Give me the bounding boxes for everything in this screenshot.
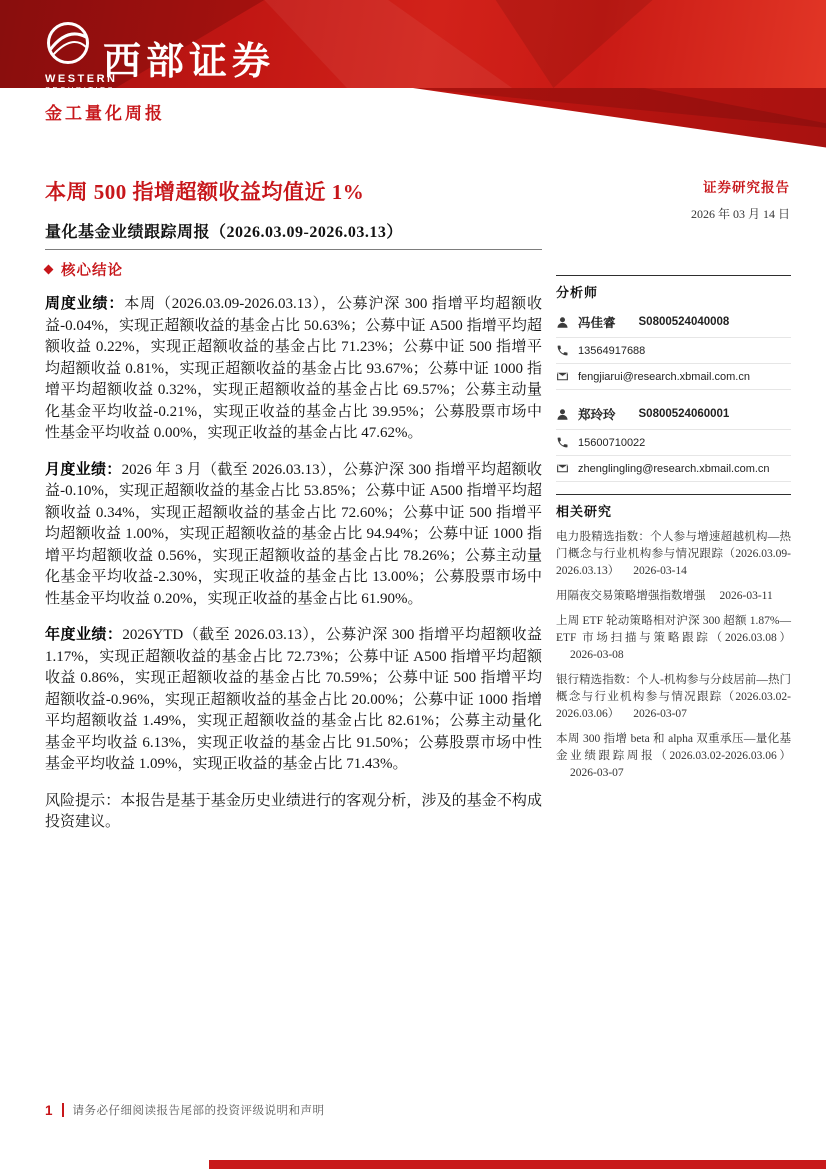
paragraph-lead: 月度业绩： [45,461,122,478]
bottom-red-bar [209,1160,826,1169]
analyst-cert-number: S0800524040008 [638,316,730,328]
analyst-name: 冯佳睿 [578,316,616,330]
analyst-card [556,307,791,390]
analyst-email: zhenglingling@research.xbmail.com.cn [578,462,770,475]
paragraph-lead: 年度业绩： [45,627,123,643]
analyst-phone: 15600710022 [578,436,646,449]
related-research-item [556,731,791,782]
analyst-phone: 13564917688 [578,344,646,357]
email-icon [556,462,569,475]
related-item-title: 本周 300 指增 beta 和 alpha 双重承压—量化基金业绩跟踪周报（2026.03.02-2026.03.06） [556,733,791,762]
phone-icon [556,436,569,449]
related-research-heading: 相关研究 [556,504,613,519]
analyst-name-row [556,399,791,430]
related-item-title: 上周 ETF 轮动策略相对沪深 300 超额 1.87%—ETF 市场扫描与策略跟踪（2026.03.08） [556,615,791,644]
risk-note: 风险提示：本报告是基于基金历史业绩进行的客观分析，涉及的基金不构成投资建议。 [45,792,542,830]
top-banner [0,0,826,150]
main-content-column [45,257,542,849]
monthly-performance-paragraph [45,460,542,611]
related-research-item [556,529,791,580]
related-item-date: 2026-03-08 [570,649,624,661]
report-series-label: 金工量化周报 [45,104,165,123]
analyst-email-row [556,456,791,482]
related-item-title: 银行精选指数：个人-机构参与分歧居前—热门概念与行业机构参与情况跟踪（2026.03.02-2026.03.06） [556,674,791,720]
brand-logo-icon [45,20,91,66]
analyst-cert-number: S0800524060001 [638,408,730,420]
related-research-item [556,613,791,664]
report-title: 本周 500 指增超额收益均值近 1% [45,180,365,204]
phone-icon [556,344,569,357]
related-item-title: 电力股精选指数：个人参与增速超越机构—热门概念与行业机构参与情况跟踪（2026.03.09-2026.03.13） [556,531,791,577]
diamond-bullet-icon [44,265,54,275]
report-type-label: 证券研究报告 [703,180,790,195]
paragraph-lead: 周度业绩： [45,296,125,312]
related-research-item [556,588,791,605]
analyst-name: 郑玲玲 [578,408,616,422]
report-meta [691,176,790,222]
subtitle-divider [45,249,542,250]
brand-en-line1: WESTERN [45,73,118,85]
section-title: 核心结论 [61,263,123,279]
page-footer [45,1102,325,1118]
paragraph-text: 2026 年 3 月（截至 2026.03.13），公募沪深 300 指增平均超额收益-0.10%，实现正超额收益的基金占比 53.85%；公募中证 A500 指增平均超额收益 0.34%，实现正超额收益的基金占比 72.60%；公募中证 500 指增平均超额收益 1.00%，实现正超额收益的基金占比 94.94%；公募中证 1000 指增平均超额收益 0.56%，实现正超额收益的基金占比 78.26%；公募主动量化基金平均收益-2.30%，实现正收益的基金占比 13.00%；公募股票市场中性基金平均收益 0.20%，实现正收益的基金占比 61.90%。 [45,461,542,607]
analyst-phone-row [556,338,791,364]
related-item-title: 用隔夜交易策略增强指数增强 [556,590,706,602]
page-number: 1 [45,1102,53,1118]
related-item-date: 2026-03-14 [633,565,687,577]
paragraph-text: 本周（2026.03.09-2026.03.13），公募沪深 300 指增平均超额收益-0.04%，实现正超额收益的基金占比 50.63%；公募中证 A500 指增平均超额收益 0.22%，实现正超额收益的基金占比 71.23%；公募中证 500 指增平均超额收益 0.81%，实现正超额收益的基金占比 93.67%；公募中证 1000 指增平均超额收益 0.32%，实现正超额收益的基金占比 69.57%；公募主动量化基金平均收益-0.21%，实现正收益的基金占比 39.95%；公募股票市场中性基金平均收益 0.00%，实现正收益的基金占比 47.62%。 [45,296,542,441]
headline-row [45,176,790,222]
analyst-name-row [556,307,791,338]
weekly-performance-paragraph [45,294,542,445]
person-icon [556,408,569,421]
brand-en-line2: SECURITIES [45,85,116,94]
related-item-date: 2026-03-07 [633,708,687,720]
paragraph-text: 2026YTD（截至 2026.03.13），公募沪深 300 指增平均超额收益 1.17%，实现正超额收益的基金占比 72.73%；公募中证 A500 指增平均超额收益 0.86%，实现正超额收益的基金占比 70.59%；公募中证 500 指增平均超额收益-0.96%，实现正超额收益的基金占比 20.00%；公募中证 1000 指增平均超额收益 1.49%，实现正超额收益的基金占比 82.61%；公募主动量化基金平均收益 6.13%，实现正收益的基金占比 91.50%；公募股票市场中性基金平均收益 1.09%，实现正收益的基金占比 71.43%。 [45,627,542,772]
sidebar [556,275,791,790]
brand-name-cn: 西部证券 [103,41,276,83]
yearly-performance-paragraph [45,625,542,776]
person-icon [556,316,569,329]
analyst-card [556,399,791,482]
related-item-date: 2026-03-07 [570,767,624,779]
footer-divider [62,1103,64,1117]
related-research-list [556,529,791,782]
report-subtitle: 量化基金业绩跟踪周报（2026.03.09-2026.03.13） [45,224,403,241]
analyst-email-row [556,364,791,390]
related-item-date: 2026-03-11 [719,590,773,602]
report-date: 2026 年 03 月 14 日 [690,207,790,221]
email-icon [556,370,569,383]
analysts-heading: 分析师 [556,285,599,300]
footer-disclaimer: 请务必仔细阅读报告尾部的投资评级说明和声明 [72,1105,325,1117]
core-conclusion-heading [45,259,542,280]
related-research-item [556,672,791,723]
analyst-email: fengjiarui@research.xbmail.com.cn [578,370,750,383]
analyst-phone-row [556,430,791,456]
